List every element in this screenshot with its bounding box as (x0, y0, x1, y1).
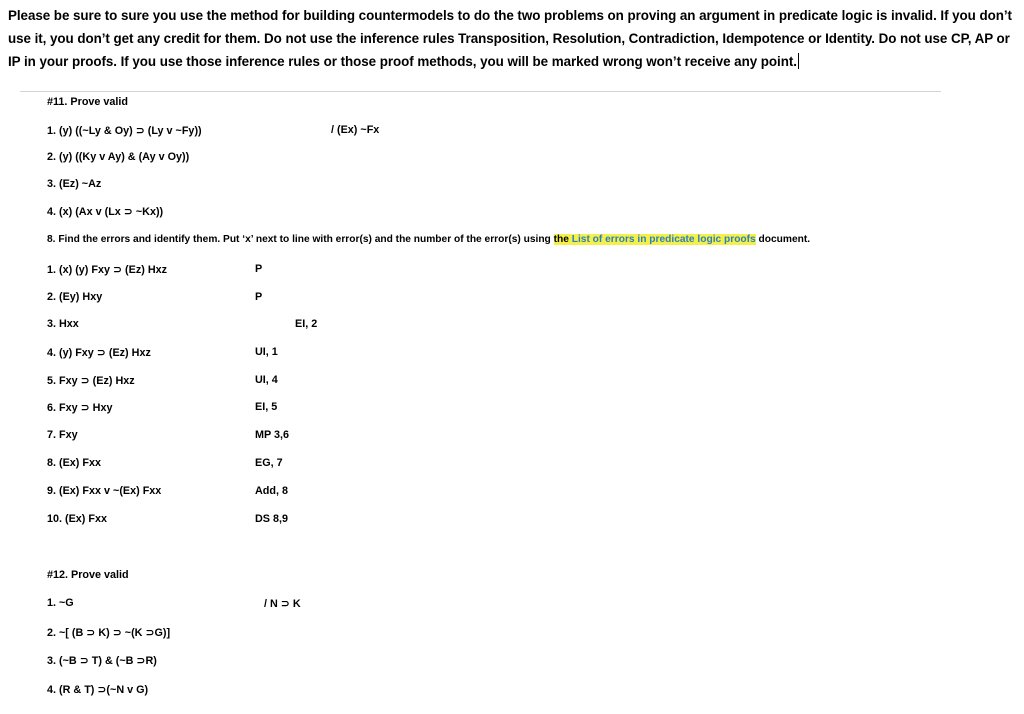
proof-step-3-justification: EI, 2 (295, 318, 318, 330)
problem-12-title: #12. Prove valid (47, 569, 129, 581)
problem-12-premise-1: 1. ~G (47, 597, 74, 609)
proof-step-7: 7. Fxy (47, 429, 78, 441)
problem-12-premise-4: 4. (R & T) ⊃(~N v G) (47, 684, 149, 696)
proof-step-2: 2. (Ey) Hxy (47, 291, 103, 303)
errors-list-link[interactable]: List of errors in predicate logic proofs (571, 234, 756, 245)
problem-8-title: 8. Find the errors and identify them. Put ‘x’ next to line with error(s) and the number of the error(s) using the List of errors in predicate logic proofs document. (47, 234, 811, 245)
proof-step-2-justification: P (255, 291, 263, 303)
problem-11-title: #11. Prove valid (47, 96, 129, 108)
proof-step-5: 5. Fxy ⊃ (Ez) Hxz (47, 375, 135, 387)
proof-step-4: 4. (y) Fxy ⊃ (Ez) Hxz (47, 347, 151, 359)
proof-step-6: 6. Fxy ⊃ Hxy (47, 402, 113, 414)
proof-step-6-justification: EI, 5 (255, 401, 278, 413)
proof-step-9: 9. (Ex) Fxx v ~(Ex) Fxx (47, 485, 162, 497)
instructions-text: Please be sure to sure you use the method for building countermodels to do the two problems on proving an argument in predicate logic is invalid. If you don’t use it, you don’t get any credit for them. Do not use the inference rules Transposition, Resolution, Contradiction, Idempotence or Identity. Do not use CP, AP or IP in your proofs. If you use those inference rules or those proof methods, you will be marked wrong won’t receive any point. (8, 8, 1012, 69)
proof-step-9-justification: Add, 8 (255, 485, 288, 497)
problem-12-premise-3: 3. (~B ⊃ T) & (~B ⊃R) (47, 655, 157, 667)
proof-step-10: 10. (Ex) Fxx (47, 513, 108, 525)
problem-11-premise-4: 4. (x) (Ax v (Lx ⊃ ~Kx)) (47, 206, 164, 218)
problem-12-conclusion: / N ⊃ K (264, 598, 301, 610)
problem-11-premise-3: 3. (Ez) ~Az (47, 178, 102, 190)
proof-step-5-justification: UI, 4 (255, 374, 278, 386)
proof-step-3: 3. Hxx (47, 318, 79, 330)
proof-step-8: 8. (Ex) Fxx (47, 457, 102, 469)
proof-step-1-justification: P (255, 263, 263, 275)
proof-step-10-justification: DS 8,9 (255, 513, 289, 525)
proof-step-4-justification: UI, 1 (255, 346, 278, 358)
problem-12-premise-2: 2. ~[ (B ⊃ K) ⊃ ~(K ⊃G)] (47, 627, 171, 639)
problem-11-conclusion: / (Ex) ~Fx (331, 124, 380, 136)
proof-step-1: 1. (x) (y) Fxy ⊃ (Ez) Hxz (47, 264, 168, 276)
proof-step-7-justification: MP 3,6 (255, 429, 290, 441)
problem-11-premise-1: 1. (y) ((~Ly & Oy) ⊃ (Ly v ~Fy)) (47, 125, 202, 137)
proof-step-8-justification: EG, 7 (255, 457, 283, 469)
problem-11-premise-2: 2. (y) ((Ky v Ay) & (Ay v Oy)) (47, 151, 190, 163)
